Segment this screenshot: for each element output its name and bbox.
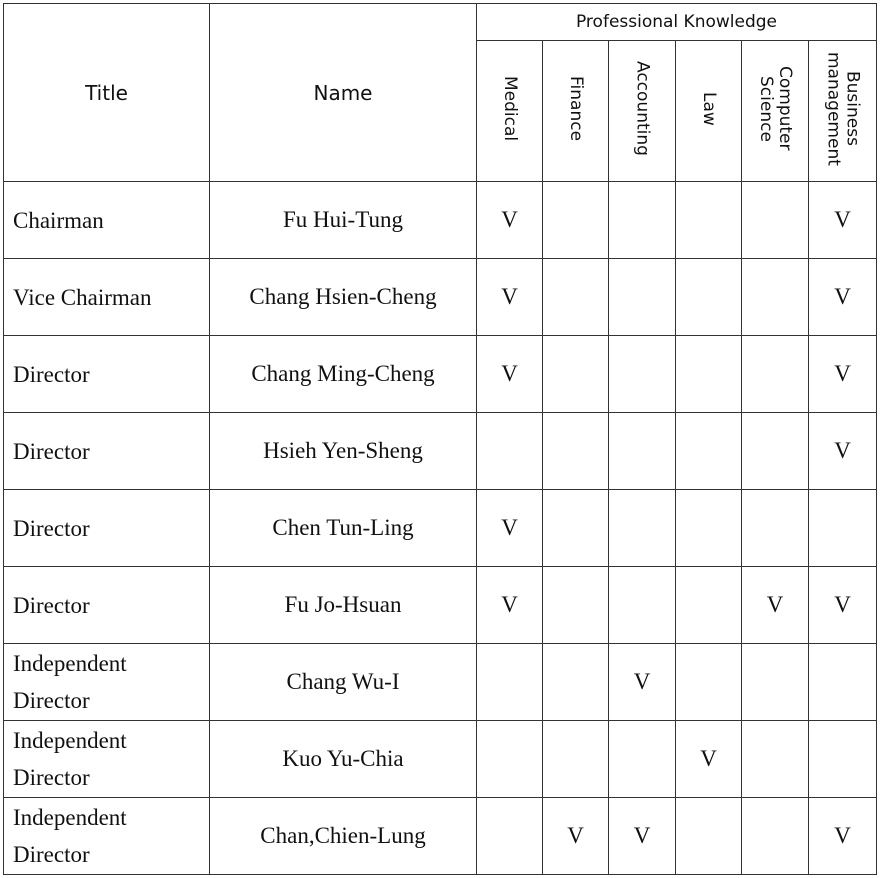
skill-mark-cell bbox=[543, 567, 609, 644]
skill-mark-cell bbox=[742, 259, 809, 336]
skill-mark-cell bbox=[742, 721, 809, 798]
skill-mark-cell bbox=[609, 259, 676, 336]
table-row bbox=[4, 721, 877, 798]
skill-header-medical bbox=[477, 41, 543, 182]
professional-knowledge-table bbox=[3, 3, 877, 875]
table-row bbox=[4, 259, 877, 336]
skill-mark-cell bbox=[543, 336, 609, 413]
skill-mark-cell bbox=[543, 259, 609, 336]
skill-mark-cell bbox=[676, 798, 742, 875]
skill-mark-cell bbox=[543, 413, 609, 490]
skill-mark-cell: V bbox=[809, 336, 877, 413]
skill-mark-cell: V bbox=[809, 182, 877, 259]
skill-mark-cell bbox=[676, 259, 742, 336]
skill-mark-cell bbox=[543, 182, 609, 259]
row-title-cell: Independent Director bbox=[4, 798, 210, 875]
name-column-header: Name bbox=[210, 4, 477, 182]
skill-mark-cell: V bbox=[676, 721, 742, 798]
skill-mark-cell: V bbox=[609, 644, 676, 721]
skill-mark-cell bbox=[742, 182, 809, 259]
row-title-cell: Director bbox=[4, 336, 210, 413]
skill-mark-cell bbox=[809, 490, 877, 567]
professional-knowledge-header: Professional Knowledge bbox=[477, 4, 877, 41]
table-row bbox=[4, 336, 877, 413]
skill-mark-cell bbox=[609, 336, 676, 413]
skill-mark-cell: V bbox=[477, 490, 543, 567]
skill-mark-cell bbox=[609, 182, 676, 259]
skill-mark-cell bbox=[477, 644, 543, 721]
skill-mark-cell: V bbox=[543, 798, 609, 875]
skill-mark-cell bbox=[609, 413, 676, 490]
skill-mark-cell: V bbox=[477, 259, 543, 336]
row-name-cell: Fu Hui-Tung bbox=[210, 182, 477, 259]
skill-mark-cell: V bbox=[477, 336, 543, 413]
skill-label: Medical bbox=[500, 75, 520, 142]
table-row bbox=[4, 567, 877, 644]
skill-mark-cell bbox=[742, 644, 809, 721]
row-title-cell: Director bbox=[4, 413, 210, 490]
skill-mark-cell bbox=[676, 336, 742, 413]
skill-header-accounting bbox=[609, 41, 676, 182]
skill-mark-cell: V bbox=[809, 259, 877, 336]
skill-mark-cell bbox=[809, 721, 877, 798]
table-row bbox=[4, 490, 877, 567]
skill-label: Business management bbox=[823, 51, 863, 166]
skill-mark-cell: V bbox=[609, 798, 676, 875]
skill-mark-cell bbox=[609, 567, 676, 644]
skill-mark-cell bbox=[543, 644, 609, 721]
row-title-cell: Director bbox=[4, 490, 210, 567]
skill-mark-cell: V bbox=[809, 567, 877, 644]
skill-mark-cell bbox=[477, 413, 543, 490]
row-name-cell: Hsieh Yen-Sheng bbox=[210, 413, 477, 490]
table-row bbox=[4, 644, 877, 721]
skill-header-computer-science bbox=[742, 41, 809, 182]
row-name-cell: Chan,Chien-Lung bbox=[210, 798, 477, 875]
row-name-cell: Chang Hsien-Cheng bbox=[210, 259, 477, 336]
skill-mark-cell bbox=[676, 644, 742, 721]
table-row bbox=[4, 182, 877, 259]
skill-label: Accounting bbox=[632, 61, 653, 156]
skill-mark-cell bbox=[809, 644, 877, 721]
skill-mark-cell bbox=[609, 490, 676, 567]
skill-mark-cell bbox=[676, 182, 742, 259]
skill-mark-cell bbox=[477, 721, 543, 798]
skill-mark-cell: V bbox=[477, 182, 543, 259]
skill-mark-cell bbox=[742, 336, 809, 413]
row-name-cell: Kuo Yu-Chia bbox=[210, 721, 477, 798]
row-title-cell: Independent Director bbox=[4, 644, 210, 721]
table-row bbox=[4, 413, 877, 490]
skill-mark-cell bbox=[676, 413, 742, 490]
skill-mark-cell bbox=[543, 721, 609, 798]
skill-mark-cell bbox=[477, 798, 543, 875]
table-row bbox=[4, 798, 877, 875]
row-title-cell: Chairman bbox=[4, 182, 210, 259]
row-name-cell: Chang Ming-Cheng bbox=[210, 336, 477, 413]
skill-header-business-management bbox=[809, 41, 877, 182]
row-name-cell: Chen Tun-Ling bbox=[210, 490, 477, 567]
row-title-cell: Independent Director bbox=[4, 721, 210, 798]
skill-mark-cell: V bbox=[742, 567, 809, 644]
skill-mark-cell bbox=[742, 413, 809, 490]
skill-mark-cell: V bbox=[809, 413, 877, 490]
skill-mark-cell bbox=[609, 721, 676, 798]
skill-label: Law bbox=[699, 91, 719, 126]
skill-label: Finance bbox=[566, 75, 586, 142]
row-name-cell: Fu Jo-Hsuan bbox=[210, 567, 477, 644]
skill-mark-cell: V bbox=[477, 567, 543, 644]
skill-mark-cell bbox=[543, 490, 609, 567]
skill-header-finance bbox=[543, 41, 609, 182]
row-name-cell: Chang Wu-I bbox=[210, 644, 477, 721]
skill-mark-cell bbox=[676, 567, 742, 644]
skill-mark-cell: V bbox=[809, 798, 877, 875]
title-column-header: Title bbox=[4, 4, 210, 182]
row-title-cell: Vice Chairman bbox=[4, 259, 210, 336]
skill-mark-cell bbox=[742, 490, 809, 567]
skill-header-law bbox=[676, 41, 742, 182]
skill-mark-cell bbox=[742, 798, 809, 875]
skill-mark-cell bbox=[676, 490, 742, 567]
skill-label: Computer Science bbox=[756, 66, 795, 151]
row-title-cell: Director bbox=[4, 567, 210, 644]
